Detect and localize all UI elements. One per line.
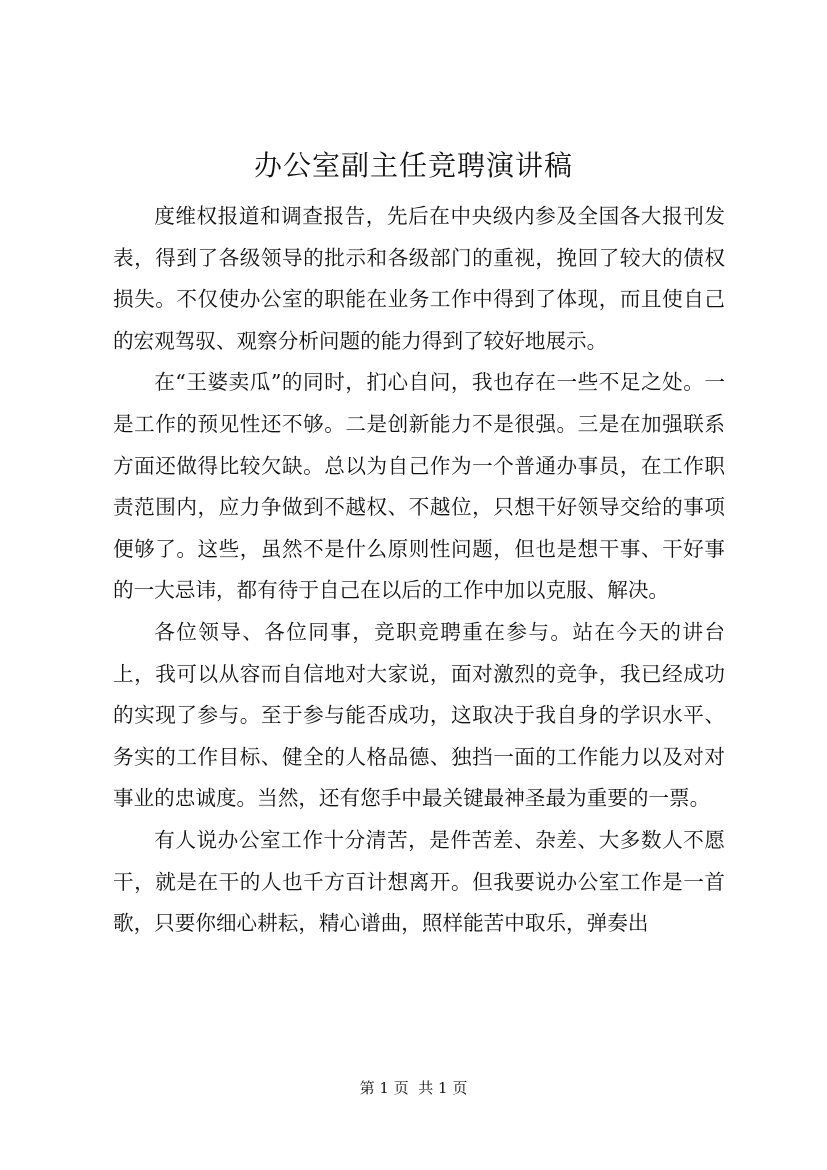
document-title: 办公室副主任竞聘演讲稿 xyxy=(253,149,573,182)
document-body xyxy=(113,196,725,945)
paragraph-2: 在“王婆卖瓜”的同时，扪心自问，我也存在一些不足之处。一是工作的预见性还不够。二是创新能力不是很强。三是在加强联系方面还做得比较欠缺。总以为自己作为一个普通办事员，在工作职责范围内，应力争做到不越权、不越位，只想干好领导交给的事项便够了。这些，虽然不是什么原则性问题，但也是想干事、干好事的一大忌讳，都有待于自己在以后的工作中加以克服、解决。 xyxy=(113,370,725,603)
paragraph-1: 度维权报道和调查报告，先后在中央级内参及全国各大报刊发表，得到了各级领导的批示和各级部门的重视，挽回了较大的债权损失。不仅使办公室的职能在业务工作中得到了体现，而且使自己的宏观驾驭、观察分析问题的能力得到了较好地展示。 xyxy=(113,204,725,353)
paragraph-3: 各位领导、各位同事，竞职竞聘重在参与。站在今天的讲台上，我可以从容而自信地对大家说，面对激烈的竞争，我已经成功的实现了参与。至于参与能否成功，这取决于我自身的学识水平、务实的工作目标、健全的人格品德、独挡一面的工作能力以及对对事业的忠诚度。当然，还有您手中最关键最神圣最为重要的一票。 xyxy=(113,619,725,811)
page-number-label: 第 1 页 共 1 页 xyxy=(359,1079,468,1097)
page-footer xyxy=(0,1078,827,1098)
paragraph-4: 有人说办公室工作十分清苦，是件苦差、杂差、大多数人不愿干，就是在干的人也千方百计想离开。但我要说办公室工作是一首歌，只要你细心耕耘，精心谱曲，照样能苦中取乐，弹奏出 xyxy=(113,827,725,936)
